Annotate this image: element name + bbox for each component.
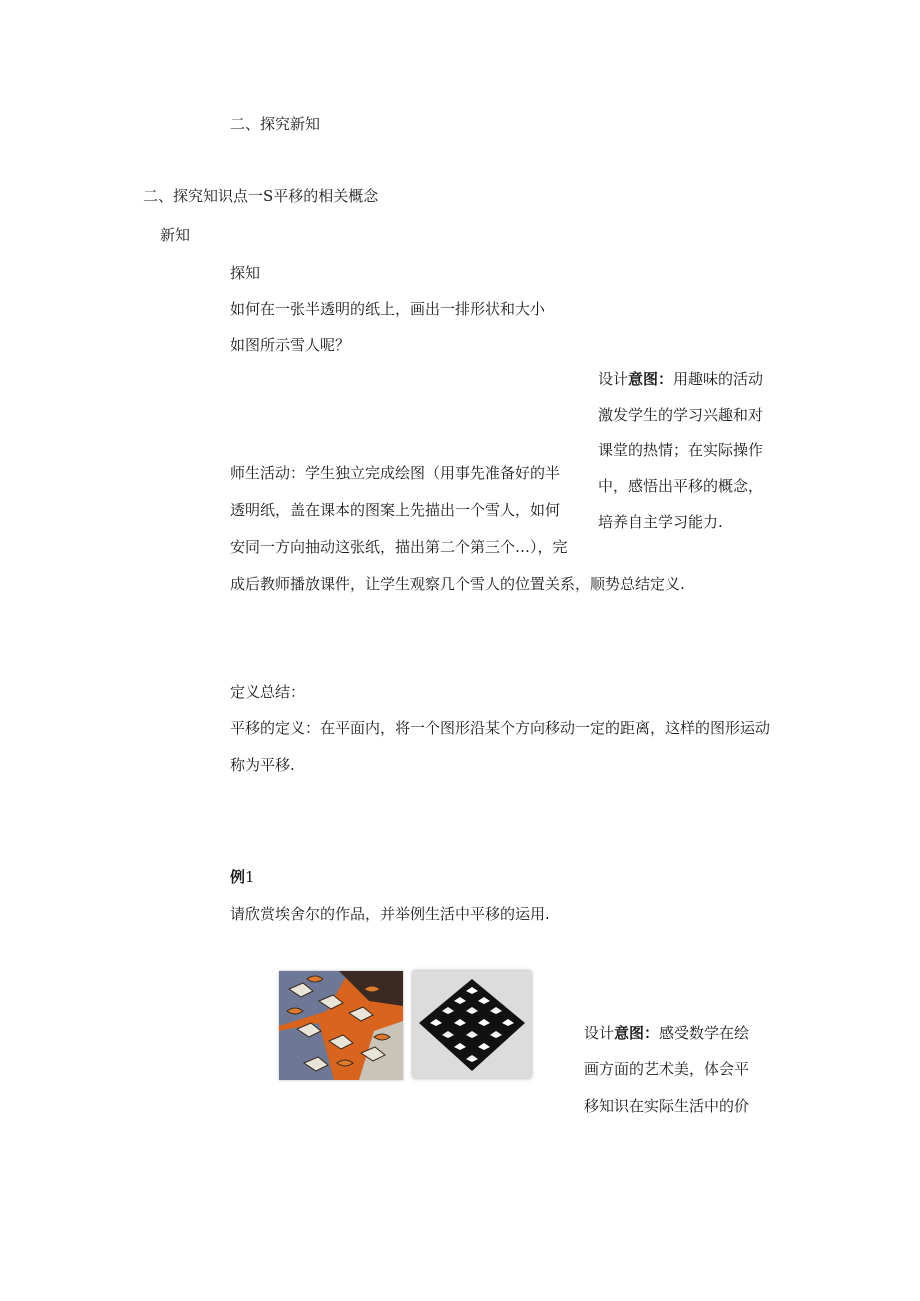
activity-line: 透明纸，盖在课本的图案上先描出一个雪人，如何: [230, 501, 561, 519]
design-note-title: 设计意图：用趣味的活动: [598, 370, 764, 388]
escher-image-2: [413, 971, 531, 1078]
design-note-line: 中，感悟出平移的概念，: [598, 477, 764, 495]
activity-line: 成后教师播放课件，让学生观察几个雪人的位置关系，顺势总结定义.: [230, 575, 685, 593]
activity-line: 安同一方向抽动这张纸，描出第二个第三个…），完: [230, 538, 568, 556]
definition-line: 平移的定义：在平面内，将一个图形沿某个方向移动一定的距离，这样的图形运动: [230, 719, 771, 737]
definition-label: 定义总结：: [230, 683, 306, 701]
section-heading: 二、探究新知: [230, 115, 321, 133]
sub-label: 新知: [160, 226, 191, 244]
definition-line: 称为平移.: [230, 756, 295, 774]
example-text: 请欣赏埃舍尔的作品，并举例生活中平移的运用.: [230, 905, 550, 923]
example-label: 例1: [230, 868, 255, 886]
explore-label: 探知: [230, 264, 261, 282]
explore-line: 如何在一张半透明的纸上，画出一排形状和大小: [230, 300, 546, 318]
subsection-heading: 二、探究知识点一S平移的相关概念: [143, 187, 379, 205]
design-note-title: 设计意图：感受数学在绘: [584, 1024, 750, 1042]
design-note-line: 移知识在实际生活中的价: [584, 1097, 750, 1115]
activity-line: 师生活动：学生独立完成绘图（用事先准备好的半: [230, 464, 561, 482]
escher-image-1: [279, 971, 403, 1080]
design-note-line: 激发学生的学习兴趣和对: [598, 406, 764, 424]
design-note-line: 画方面的艺术美，体会平: [584, 1060, 750, 1078]
explore-line: 如图所示雪人呢？: [230, 336, 351, 354]
design-note-line: 培养自主学习能力.: [598, 513, 723, 531]
design-note-line: 课堂的热情；在实际操作: [598, 441, 764, 459]
